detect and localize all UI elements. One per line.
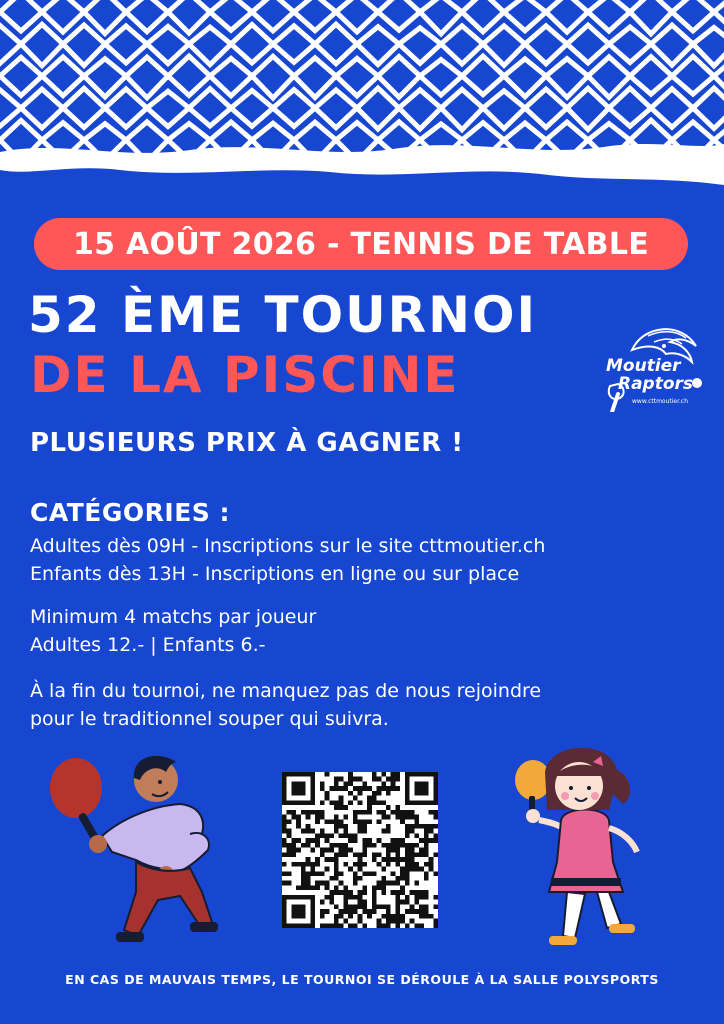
dinner-line2: pour le traditionnel souper qui suivra. xyxy=(30,708,389,730)
logo-text-moutier: Moutier xyxy=(606,356,681,376)
footer-note: EN CAS DE MAUVAIS TEMPS, LE TOURNOI SE DÉROULE À LA SALLE POLYSPORTS xyxy=(65,972,659,987)
qr-code-icon xyxy=(282,772,438,928)
category-children: Enfants dès 13H - Inscriptions en ligne ou sur place xyxy=(30,563,520,585)
categories-title: CATÉGORIES : xyxy=(30,498,230,527)
net-banner xyxy=(0,0,724,185)
prices-info: Adultes 12.- | Enfants 6.- xyxy=(30,634,266,656)
title-line1: 52 ÈME TOURNOI xyxy=(28,286,538,344)
min-matches-info: Minimum 4 matchs par joueur xyxy=(30,606,317,628)
title-line2: DE LA PISCINE xyxy=(30,346,460,404)
boy-player-icon xyxy=(40,750,250,955)
category-adults: Adultes dès 09H - Inscriptions sur le site cttmoutier.ch xyxy=(30,535,546,557)
logo-url: www.cttmoutier.ch xyxy=(632,398,689,405)
date-banner-text: 15 AOÛT 2026 - TENNIS DE TABLE xyxy=(72,226,650,262)
dinner-line1: À la fin du tournoi, ne manquez pas de nous rejoindre xyxy=(30,680,542,702)
girl-player-icon xyxy=(505,742,655,952)
logo-text-raptors: Raptors xyxy=(618,374,694,394)
date-banner xyxy=(34,218,688,270)
prizes-subtitle: PLUSIEURS PRIX À GAGNER ! xyxy=(30,428,464,458)
